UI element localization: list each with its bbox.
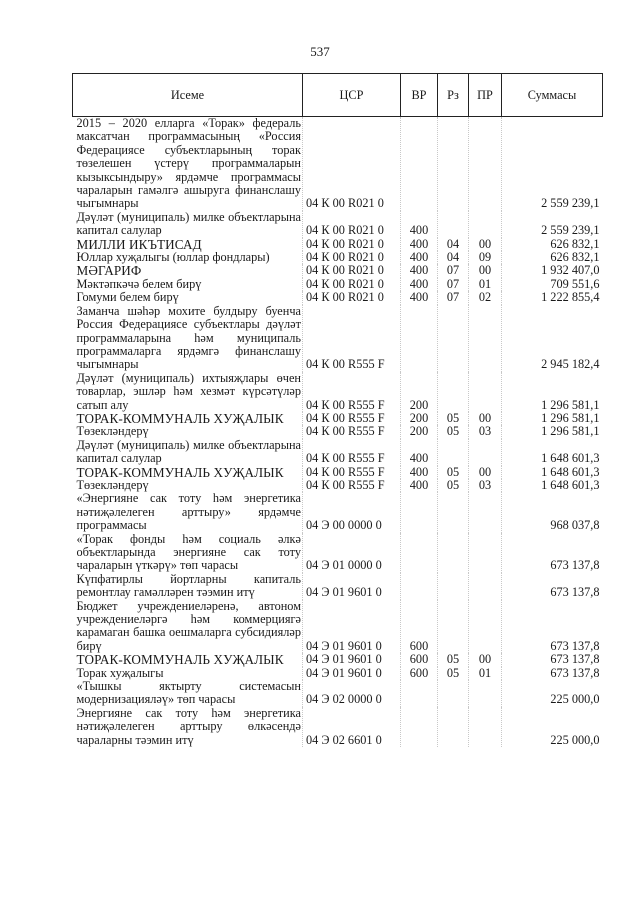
cell-csr: 04 К 00 R021 0 [303, 251, 401, 264]
cell-rz [438, 533, 469, 573]
column-header-vr: ВР [401, 74, 438, 117]
cell-csr: 04 Э 01 9601 0 [303, 653, 401, 666]
cell-pr: 03 [469, 425, 502, 438]
cell-csr: 04 К 00 R021 0 [303, 238, 401, 251]
table-row [73, 117, 603, 211]
cell-name: Күпфатирлы йортларны капиталь ремонтлау гамәлләрен тәэмин итү [76, 571, 301, 600]
cell-sum: 626 832,1 [502, 238, 603, 251]
cell-name: Гомуми белем бирү [76, 290, 179, 305]
cell-csr: 04 Э 02 0000 0 [303, 680, 401, 707]
table-row [73, 425, 603, 438]
cell-sum: 1 296 581,1 [502, 425, 603, 438]
cell-vr [401, 305, 438, 372]
cell-vr: 600 [401, 600, 438, 654]
cell-sum: 2 559 239,1 [502, 117, 603, 211]
cell-vr: 400 [401, 264, 438, 277]
cell-csr: 04 К 00 R021 0 [303, 211, 401, 238]
cell-csr: 04 К 00 R555 F [303, 305, 401, 372]
table-row [73, 291, 603, 304]
cell-csr: 04 Э 00 0000 0 [303, 492, 401, 532]
cell-sum: 1 932 407,0 [502, 264, 603, 277]
table-row [73, 264, 603, 277]
cell-rz: 05 [438, 479, 469, 492]
cell-sum: 673 137,8 [502, 600, 603, 654]
cell-rz: 05 [438, 653, 469, 666]
cell-vr [401, 573, 438, 600]
cell-vr: 200 [401, 372, 438, 412]
cell-vr: 400 [401, 278, 438, 291]
cell-sum: 1 648 601,3 [502, 479, 603, 492]
table-row [73, 412, 603, 425]
table-row [73, 573, 603, 600]
cell-pr: 03 [469, 479, 502, 492]
table-row [73, 372, 603, 412]
cell-pr: 00 [469, 466, 502, 479]
cell-vr [401, 117, 438, 211]
cell-pr: 00 [469, 264, 502, 277]
cell-rz: 07 [438, 264, 469, 277]
cell-vr: 600 [401, 653, 438, 666]
cell-pr: 09 [469, 251, 502, 264]
cell-name: Торак хуҗалыгы [76, 665, 164, 680]
cell-sum: 1 296 581,1 [502, 412, 603, 425]
cell-name: ТОРАК-КОММУНАЛЬ ХУҖАЛЫК [76, 410, 284, 426]
cell-name: Заманча шәһәр мохите булдыру буенча Россия Федерациясе субъектлары дәүләт программаларына һәм муниципаль программаларга ярдәмгә финанслашу чыгымнары [76, 303, 301, 372]
cell-vr: 400 [401, 439, 438, 466]
cell-csr: 04 К 00 R021 0 [303, 278, 401, 291]
cell-name: МӘГАРИФ [76, 263, 142, 279]
cell-vr: 400 [401, 238, 438, 251]
cell-name: МИЛЛИ ИКЪТИСАД [76, 236, 202, 252]
cell-pr [469, 600, 502, 654]
cell-rz [438, 707, 469, 747]
cell-rz: 05 [438, 425, 469, 438]
cell-csr: 04 Э 01 9601 0 [303, 573, 401, 600]
table-header-row [73, 74, 603, 117]
cell-csr: 04 Э 01 0000 0 [303, 533, 401, 573]
cell-name: Дәүләт (муниципаль) милке объектларына капитал салулар [76, 437, 301, 466]
cell-rz: 07 [438, 278, 469, 291]
cell-csr: 04 К 00 R555 F [303, 466, 401, 479]
cell-rz: 05 [438, 667, 469, 680]
cell-pr: 00 [469, 238, 502, 251]
cell-sum: 709 551,6 [502, 278, 603, 291]
cell-rz [438, 492, 469, 532]
cell-csr: 04 Э 02 6601 0 [303, 707, 401, 747]
budget-table [72, 73, 603, 747]
cell-vr [401, 680, 438, 707]
cell-csr: 04 К 00 R021 0 [303, 117, 401, 211]
cell-sum: 1 296 581,1 [502, 372, 603, 412]
cell-name: Бюджет учреждениеләренә, автоном учреждениеләргә һәм коммерциягә карамаган башка оешмаларга субсидияләр бирү [76, 598, 301, 653]
cell-pr [469, 492, 502, 532]
cell-sum: 1 648 601,3 [502, 466, 603, 479]
cell-name: ТОРАК-КОММУНАЛЬ ХУҖАЛЫК [76, 652, 284, 668]
cell-rz: 04 [438, 251, 469, 264]
cell-vr: 400 [401, 291, 438, 304]
table-row [73, 479, 603, 492]
cell-sum: 673 137,8 [502, 667, 603, 680]
cell-pr: 01 [469, 667, 502, 680]
cell-pr [469, 305, 502, 372]
table-row [73, 278, 603, 291]
cell-sum: 626 832,1 [502, 251, 603, 264]
cell-vr: 600 [401, 667, 438, 680]
cell-sum: 2 945 182,4 [502, 305, 603, 372]
cell-pr: 00 [469, 412, 502, 425]
cell-vr [401, 707, 438, 747]
cell-vr: 200 [401, 412, 438, 425]
cell-pr [469, 533, 502, 573]
cell-csr: 04 К 00 R021 0 [303, 291, 401, 304]
cell-pr: 01 [469, 278, 502, 291]
cell-pr [469, 211, 502, 238]
page-number: 537 [310, 44, 330, 59]
table-row [73, 667, 603, 680]
cell-name: Мәктәпкәчә белем бирү [76, 276, 202, 291]
cell-sum: 968 037,8 [502, 492, 603, 532]
cell-rz [438, 439, 469, 466]
table-row [73, 211, 603, 238]
cell-rz [438, 573, 469, 600]
table-row [73, 305, 603, 372]
cell-sum: 1 648 601,3 [502, 439, 603, 466]
cell-pr [469, 439, 502, 466]
cell-pr [469, 680, 502, 707]
cell-sum: 2 559 239,1 [502, 211, 603, 238]
cell-vr: 400 [401, 251, 438, 264]
cell-pr: 00 [469, 653, 502, 666]
budget-table-container [72, 73, 602, 747]
table-row [73, 680, 603, 707]
cell-pr [469, 117, 502, 211]
cell-name: «Энергияне сак тоту һәм энергетика нәтиҗәлелеген арттыру» ярдәмче программасы [76, 491, 301, 533]
cell-vr: 400 [401, 479, 438, 492]
cell-csr: 04 Э 01 9601 0 [303, 600, 401, 654]
cell-csr: 04 К 00 R555 F [303, 425, 401, 438]
cell-vr [401, 492, 438, 532]
cell-rz [438, 211, 469, 238]
table-row [73, 653, 603, 666]
column-header-csr: ЦСР [303, 74, 401, 117]
cell-rz [438, 600, 469, 654]
cell-sum: 1 222 855,4 [502, 291, 603, 304]
column-header-rz: Рз [438, 74, 469, 117]
cell-name: 2015 – 2020 елларга «Торак» федераль максатчан программасының «Россия Федерациясе субъектларының торак төзелешен үстерү программаларын кызыксындыру» ярдәмче программасы чараларын гамәлгә ашыруга финанслашу чыгымнары [76, 116, 301, 211]
table-row [73, 238, 603, 251]
cell-name: Дәүләт (муниципаль) милке объектларына капитал салулар [76, 209, 301, 238]
cell-rz [438, 372, 469, 412]
cell-sum: 225 000,0 [502, 680, 603, 707]
table-body [73, 117, 603, 748]
cell-csr: 04 К 00 R555 F [303, 372, 401, 412]
cell-vr: 200 [401, 425, 438, 438]
cell-rz: 04 [438, 238, 469, 251]
cell-vr: 400 [401, 211, 438, 238]
cell-name: ТОРАК-КОММУНАЛЬ ХУҖАЛЫК [76, 464, 284, 480]
cell-sum: 673 137,8 [502, 573, 603, 600]
cell-csr: 04 К 00 R555 F [303, 479, 401, 492]
cell-name: Дәүләт (муниципаль) ихтыяҗлары өчен товарлар, эшләр һәм хезмәт күрсәтүләр сатып алу [76, 370, 301, 412]
cell-pr: 02 [469, 291, 502, 304]
cell-rz [438, 680, 469, 707]
cell-rz: 05 [438, 466, 469, 479]
cell-name: Төзекләндерү [76, 424, 149, 439]
column-header-sum: Суммасы [502, 74, 603, 117]
cell-rz [438, 117, 469, 211]
cell-pr [469, 573, 502, 600]
cell-name: «Торак фонды һәм социаль әлкә объектларында энергияне сак тоту чараларын үткәрү» төп чарасы [76, 531, 301, 573]
cell-sum: 225 000,0 [502, 707, 603, 747]
cell-rz: 07 [438, 291, 469, 304]
cell-pr [469, 372, 502, 412]
cell-csr: 04 К 00 R555 F [303, 412, 401, 425]
table-row [73, 600, 603, 654]
cell-rz [438, 305, 469, 372]
cell-name: «Тышкы яктырту системасын модернизацияләү» төп чарасы [76, 679, 301, 707]
table-row [73, 492, 603, 532]
cell-pr [469, 707, 502, 747]
cell-name: Төзекләндерү [76, 477, 149, 492]
column-header-pr: ПР [469, 74, 502, 117]
cell-csr: 04 Э 01 9601 0 [303, 667, 401, 680]
cell-sum: 673 137,8 [502, 533, 603, 573]
table-row [73, 466, 603, 479]
cell-vr: 400 [401, 466, 438, 479]
cell-sum: 673 137,8 [502, 653, 603, 666]
column-header-name: Исеме [73, 74, 303, 117]
cell-vr [401, 533, 438, 573]
cell-csr: 04 К 00 R555 F [303, 439, 401, 466]
cell-name: Юллар хуҗалыгы (юллар фондлары) [76, 250, 270, 265]
cell-name: Энергияне сак тоту һәм энергетика нәтиҗәлелеген арттыру өлкәсендә чараларны тәэмин итү [76, 705, 301, 747]
cell-csr: 04 К 00 R021 0 [303, 264, 401, 277]
table-row [73, 533, 603, 573]
table-row [73, 251, 603, 264]
table-row [73, 439, 603, 466]
cell-rz: 05 [438, 412, 469, 425]
table-row [73, 707, 603, 747]
